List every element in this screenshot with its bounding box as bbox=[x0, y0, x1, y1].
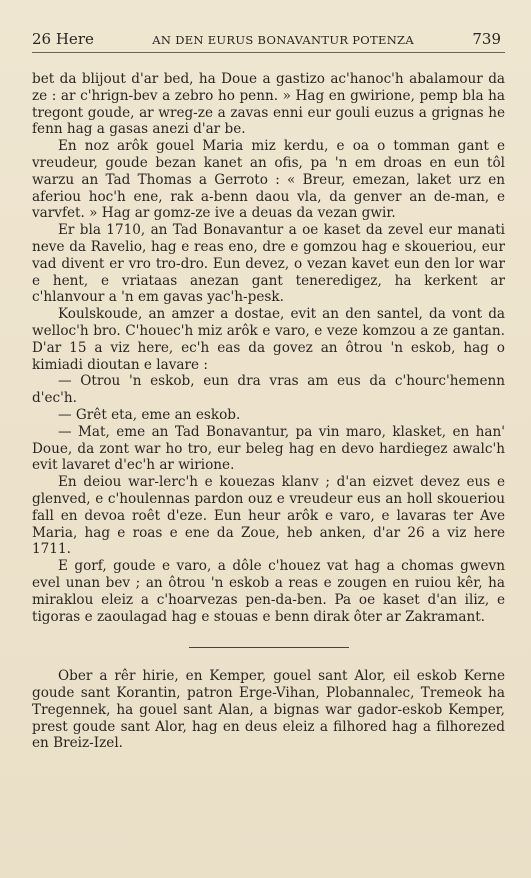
paragraph: E gorf, goude e varo, a dôle c'houez vat hag a chomas gwevn evel unan bev ; an ôtrou 'n eskob a reas e zougen en ruiou kêr, ha miraklou eleiz a c'hoarvezas pen-da-ben. Pa oe kaset d'an iliz, e tigoras e zaoulagad hag e stouas e benn dirak ôter ar Zakramant. bbox=[32, 558, 505, 625]
header-date: 26 Here bbox=[32, 30, 94, 48]
dialogue-line: — Mat, eme an Tad Bonavantur, pa vin maro, klasket, en han' Doue, da zont war ho tro, eur beleg hag en devo hardiegez awalc'h evit lavaret d'ec'h ar wirione. bbox=[32, 423, 505, 474]
running-header bbox=[32, 30, 505, 53]
paragraph: En deiou war-lerc'h e kouezas klanv ; d'an eizvet devez eus e glenved, e c'houlennas pardon ouz e vreudeur eus an holl skoueriou fall en devoa roêt d'eze. Eun heur arôk e varo, e lavaras ter Ave Maria, hag e roas e ene da Zoue, heb anken, d'ar 26 a viz here 1711. bbox=[32, 474, 505, 558]
paragraph: Koulskoude, an amzer a dostae, evit an den santel, da vont da welloc'h bro. C'houec'h miz arôk e varo, e veze komzou a ze gantan. D'ar 15 a viz here, ec'h eas da govez an ôtrou 'n eskob, hag o kimiadi dioutan e lavare : bbox=[32, 306, 505, 373]
section-divider bbox=[189, 647, 349, 648]
page-number: 739 bbox=[472, 30, 501, 48]
paragraph: bet da blijout d'ar bed, ha Doue a gastizo ac'hanoc'h abalamour da ze : ar c'hrign-bev a zebro ho penn. » Hag en gwirione, pemp bla ha tregont goude, ar wreg-ze a zavas enni eur gouli euzus a grignas he fenn hag a gasas anezi d'ar be. bbox=[32, 71, 505, 138]
paragraph: En noz arôk gouel Maria miz kerdu, e oa o tomman gant e vreudeur, goude bezan kanet an ofis, pa 'n em droas en eun tôl warzu an Tad Thomas a Gerroto : « Breur, emezan, laket urz en aferiou hoc'h ene, rak a-benn daou vla, da genver an de-man, e varvfet. » Hag ar gomz-ze ive a deuas da vezan gwir. bbox=[32, 138, 505, 222]
paragraph: Er bla 1710, an Tad Bonavantur a oe kaset da zevel eur manati neve da Ravelio, hag e reas eno, dre e gomzou hag e skoueriou, eur vad divent er vro tro-dro. Eun devez, o vezan kavet eun den lor war e hent, e vriataas anezan gant teneredigez, ha kerkent ar c'hlanvour a 'n em gavas yac'h-pesk. bbox=[32, 222, 505, 306]
body-text bbox=[32, 71, 505, 752]
dialogue-line: — Grêt eta, eme an eskob. bbox=[58, 406, 241, 423]
header-title: AN DEN EURUS BONAVANTUR POTENZA bbox=[152, 33, 414, 47]
dialogue-line: — Otrou 'n eskob, eun dra vras am eus da c'hourc'hemenn d'ec'h. bbox=[32, 373, 505, 407]
closing-paragraph: Ober a rêr hirie, en Kemper, gouel sant Alor, eil eskob Kerne goude sant Korantin, patron Erge-Vihan, Plobannalec, Tremeok ha Tregennek, ha gouel sant Alan, a bignas war gador-eskob Kemper, prest goude sant Alor, hag en deus eleiz a filhored hag a filhorezed en Breiz-Izel. bbox=[32, 668, 505, 752]
